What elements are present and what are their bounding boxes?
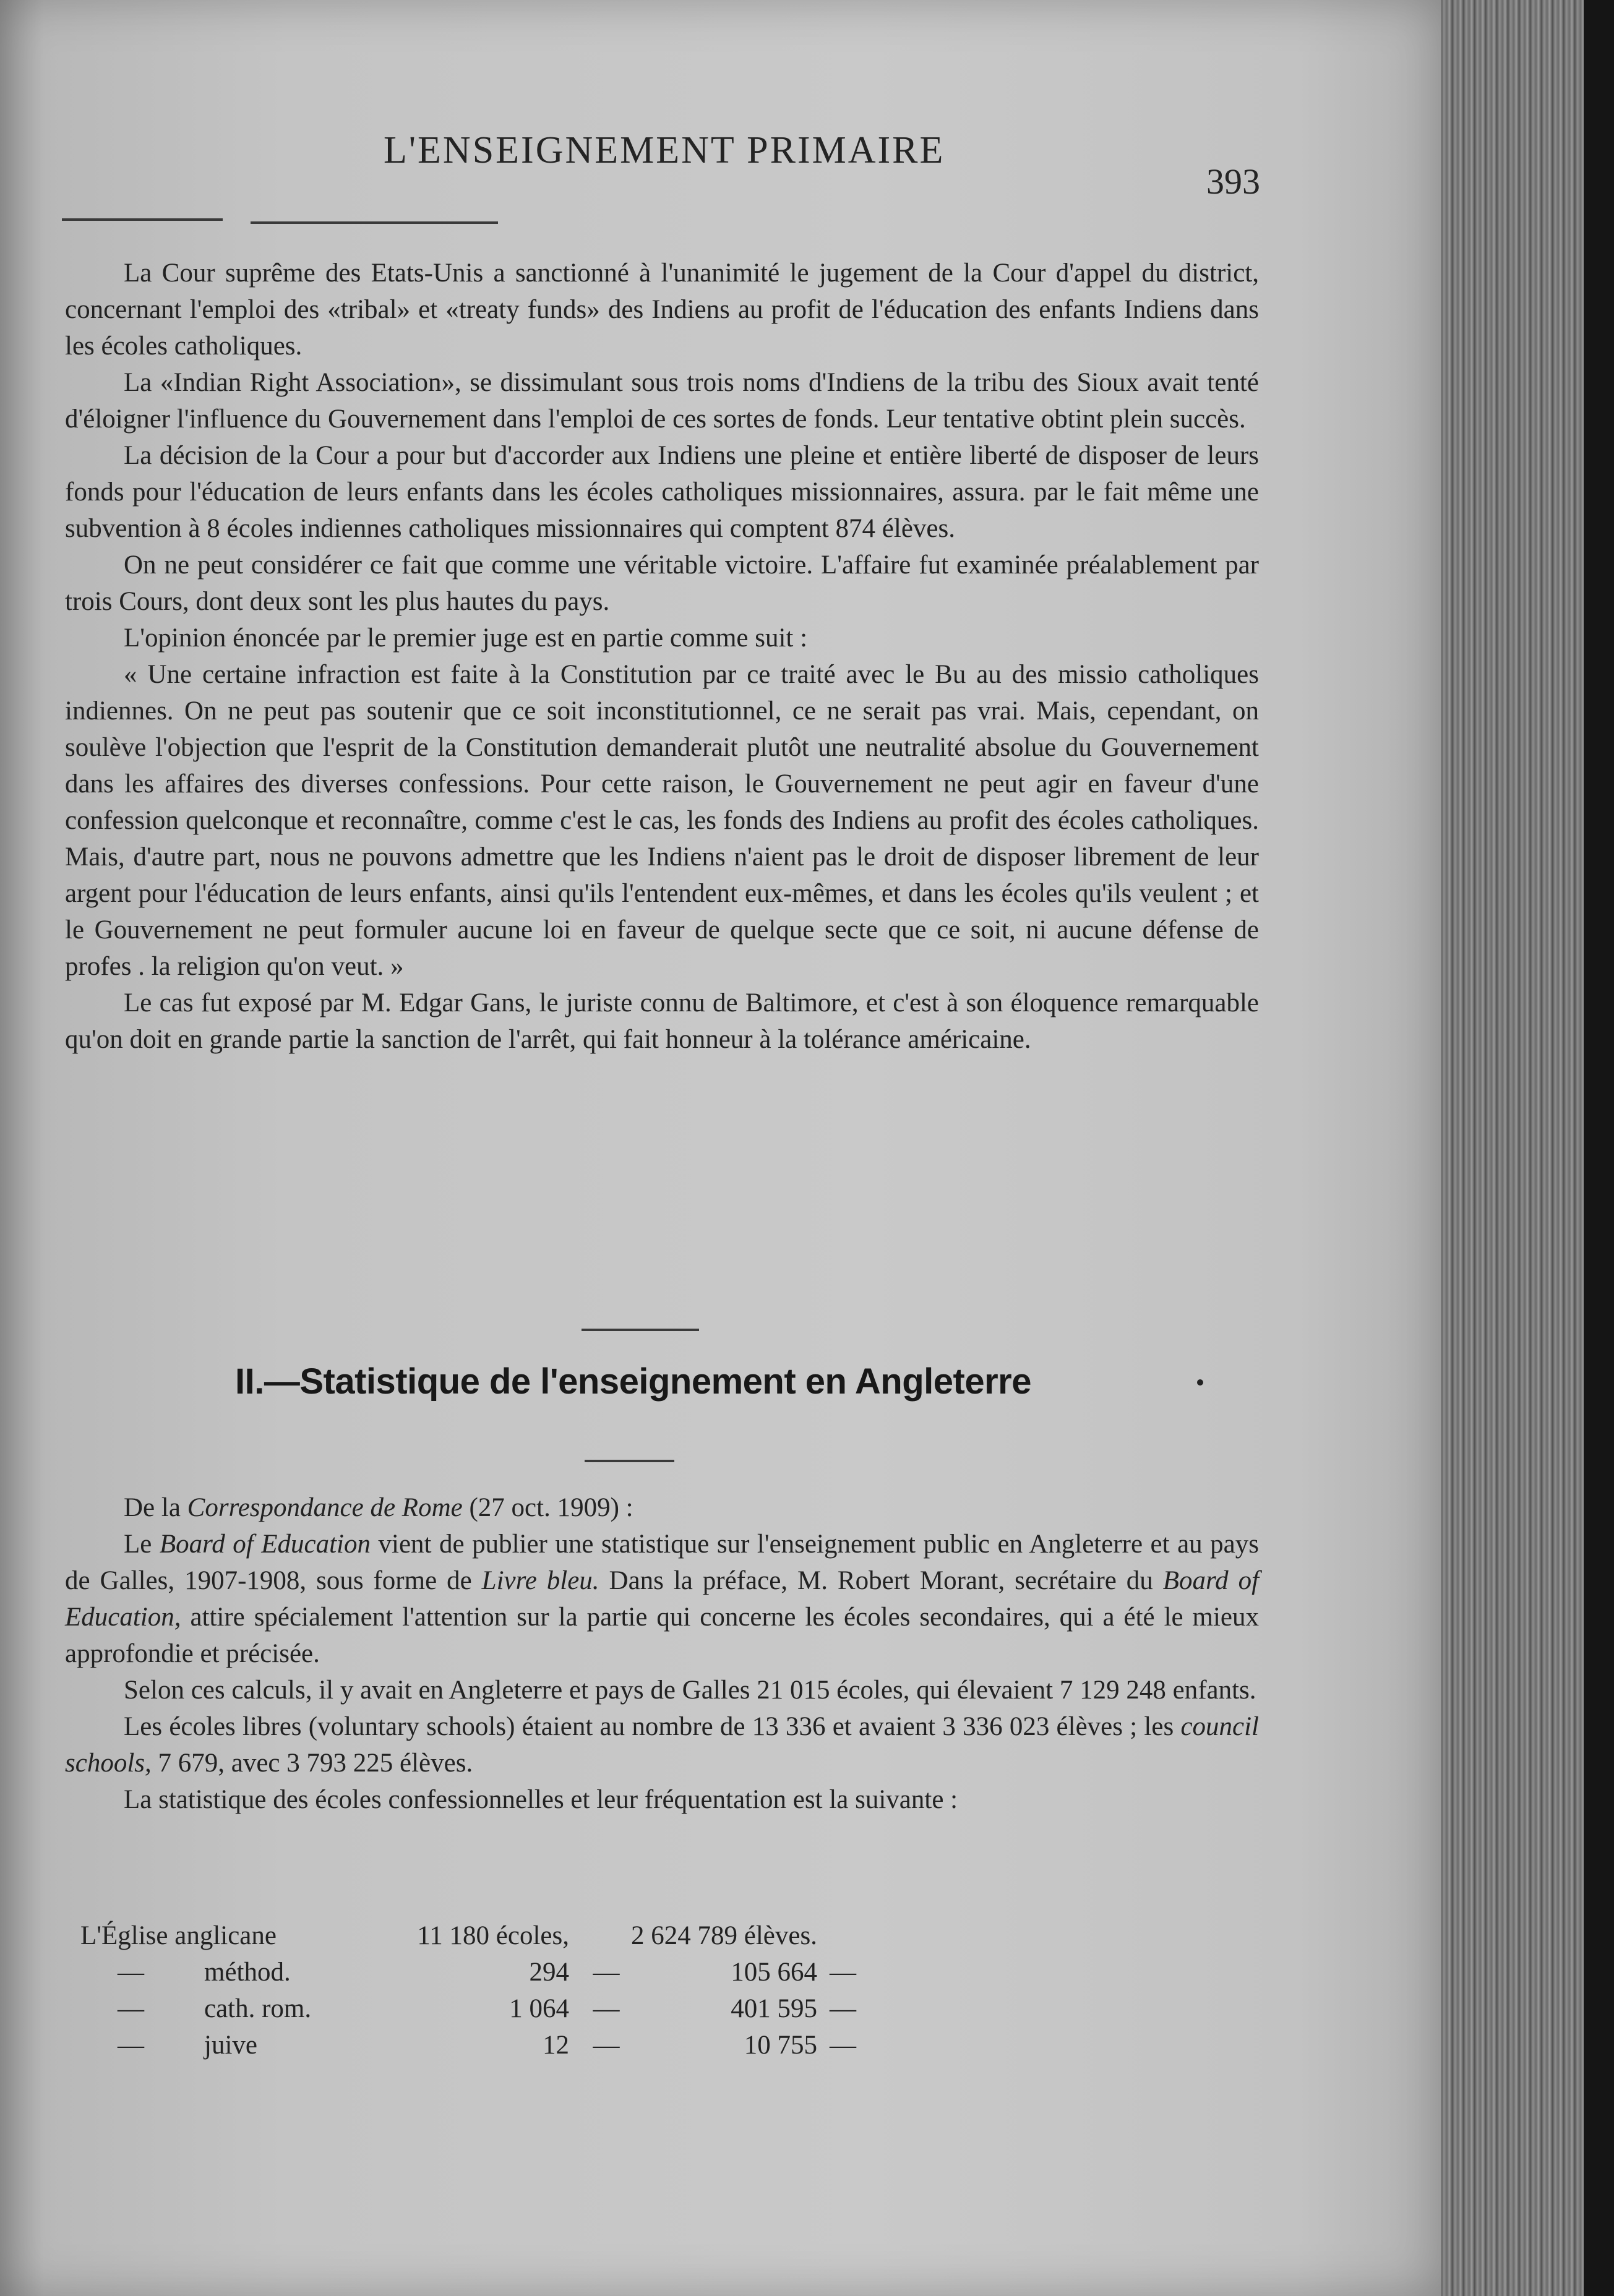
table-cell: L'Église anglicane [80, 1921, 277, 1950]
text-run: attire spécialement l'attention sur la partie qui concerne les écoles secondaires, qui a été le mieux approfondie et précisée. [65, 1603, 1260, 1668]
paragraph: La statistique des écoles confessionnelles et leur fréquentation est la suivante : [124, 1785, 958, 1814]
table-cell: 11 180 écoles, [417, 1921, 569, 1950]
text-run: Dans la préface, M. Robert Morant, secrétaire du [609, 1566, 1153, 1595]
table-cell: 105 664 [731, 1958, 817, 1987]
italic-run: Board of Education, [65, 1566, 1260, 1632]
table-row [80, 1954, 990, 1990]
table-cell [582, 1917, 631, 1954]
section-title: II.—Statistique de l'enseignement en Angleterre [235, 1361, 1031, 1402]
scan-border [1584, 0, 1614, 2296]
paragraph: La «Indian Right Association», se dissimulant sous trois noms d'Indiens de la tribu des Sioux avait tenté d'éloigner l'influence du Gouvernement dans l'emploi de ces sortes de fonds. Leur tentative obtint plein succès. [65, 368, 1259, 434]
table-cell: — [829, 1994, 856, 2023]
ditto-mark: — [118, 2031, 144, 2060]
table-cell: 401 595 [731, 1994, 817, 2023]
print-speck [1197, 1379, 1203, 1386]
statistics-table [80, 1917, 990, 2063]
body-text [65, 255, 1259, 1058]
table-cell [80, 1954, 390, 1990]
table-cell: — [593, 1994, 620, 2023]
header-rule-left [62, 218, 223, 221]
text-run: 7 679, avec 3 793 225 élèves. [158, 1749, 473, 1778]
row-label: cath. rom. [204, 1994, 312, 2023]
page-header [62, 124, 1299, 202]
paragraph: La décision de la Cour a pour but d'accorder aux Indiens une pleine et entière liberté de disposer de leurs fonds pour l'éducation de leurs enfants dans les écoles catholiques missionnaires, assura. par le fait même une subvention à 8 écoles indiennes catholiques missionnaires qui comptent 874 élèves. [65, 441, 1259, 543]
table-cell: — [593, 2031, 620, 2060]
source-name: Correspondance de Rome [187, 1493, 463, 1522]
table-row [80, 1917, 990, 1954]
paragraph: Selon ces calculs, il y avait en Angleterre et pays de Galles 21 015 écoles, qui élevaient 7 129 248 enfants. [124, 1676, 1256, 1705]
source-line [65, 1489, 1259, 1526]
italic-run: Livre bleu. [481, 1566, 599, 1595]
table-cell: 1 064 [509, 1994, 569, 2023]
page-number: 393 [1206, 161, 1260, 202]
paragraph: On ne peut considérer ce fait que comme une véritable victoire. L'affaire fut examinée préalablement par trois Cours, dont deux sont les plus hautes du pays. [65, 550, 1259, 616]
text-run: Le [124, 1530, 152, 1559]
paragraph: L'opinion énoncée par le premier juge est en partie comme suit : [124, 623, 808, 653]
running-head: L'ENSEIGNEMENT PRIMAIRE [384, 129, 945, 171]
section-rule-top [582, 1329, 699, 1331]
row-label: juive [204, 2031, 257, 2060]
row-label: méthod. [204, 1958, 291, 1987]
source-prefix: De la [124, 1493, 181, 1522]
quotation-paragraph: « Une certaine infraction est faite à la Constitution par ce traité avec le Bu au des missio catholiques indiennes. On ne peut pas soutenir que ce soit inconstitutionnel, ce ne serait pas vrai. Mais, cependant, on soulève l'objection que l'esprit de la Constitution demanderait plutôt une neutralité absolue du Gouvernement dans les affaires des diverses confessions. Pour cette raison, le Gouvernement ne peut agir en faveur d'une confession quelconque et reconnaître, comme c'est le cas, les fonds des Indiens au profit des écoles catholiques. Mais, d'autre part, nous ne pouvons admettre que les Indiens n'aient pas le droit de disposer librement de leur argent pour l'éducation de leurs enfants, ainsi qu'ils l'entendent eux-mêmes, et dans les écoles qu'ils veulent ; et le Gouvernement ne peut formuler aucune loi en faveur de quelque secte que ce soit, ni aucune défense de profes . la religion qu'on veut. » [65, 660, 1259, 981]
section-rule-bottom [585, 1460, 674, 1462]
table-cell: — [829, 1958, 856, 1987]
paragraph: La Cour suprême des Etats-Unis a sanctionné à l'unanimité le jugement de la Cour d'appel du district, concernant l'emploi des «tribal» et «treaty funds» des Indiens au profit de l'éducation des enfants Indiens dans les écoles catholiques. [65, 259, 1259, 361]
ditto-mark: — [118, 1958, 144, 1987]
text-run: Les écoles libres (voluntary schools) étaient au nombre de 13 336 et avaient 3 336 023 élèves ; les [124, 1712, 1174, 1741]
text-run: vient de publier une statistique sur l'enseignement public en Angleterre et au pays de Galles, 1907-1908, sous forme de [65, 1530, 1260, 1595]
header-rule-right [251, 221, 498, 224]
table-cell: — [593, 1958, 620, 1987]
italic-run: council schools, [65, 1712, 1260, 1778]
table-cell: 12 [543, 2031, 569, 2060]
table-cell: 10 755 [744, 2031, 817, 2060]
paragraph [65, 1708, 1259, 1781]
section-body [65, 1489, 1259, 1818]
table-row [80, 1990, 990, 2027]
source-date: (27 oct. 1909) : [469, 1493, 633, 1522]
table-cell [817, 1917, 990, 1954]
paragraph: Le cas fut exposé par M. Edgar Gans, le juriste connu de Baltimore, et c'est à son éloquence remarquable qu'on doit en grande partie la sanction de l'arrêt, qui fait honneur à la tolérance américaine. [65, 988, 1259, 1054]
table-cell: 2 624 789 élèves. [631, 1921, 817, 1950]
table-cell [80, 1990, 390, 2027]
ditto-mark: — [118, 1994, 144, 2023]
table-row [80, 2027, 990, 2063]
paragraph [65, 1526, 1259, 1672]
italic-run: Board of Education [159, 1530, 371, 1559]
table-cell: — [829, 2031, 856, 2060]
table-cell [80, 2027, 390, 2063]
table-cell: 294 [529, 1958, 569, 1987]
